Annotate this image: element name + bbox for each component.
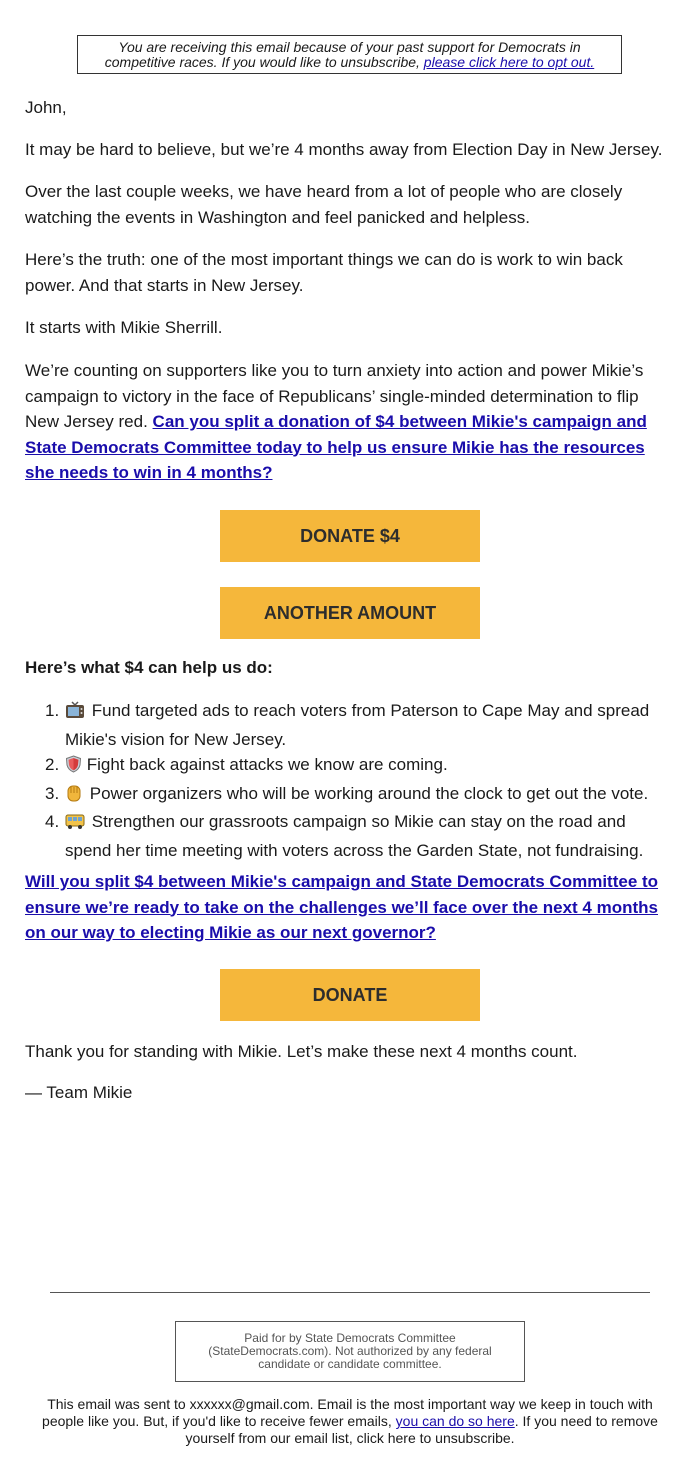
second-ask bbox=[25, 869, 670, 946]
list-item-text: Strengthen our grassroots campaign so Mikie can stay on the road and spend her time meeting with voters across the Garden State, not fundraising. bbox=[65, 812, 644, 860]
paragraph-text: Over the last couple weeks, we have heard from a lot of people who are closely watching the events in Washington and feel panicked and helpless. bbox=[25, 182, 623, 227]
shield-icon bbox=[65, 755, 82, 781]
footer-divider bbox=[50, 1292, 650, 1293]
list-item bbox=[25, 781, 670, 810]
paragraph-text: It starts with Mikie Sherrill. bbox=[25, 318, 223, 337]
help-heading-text: Here’s what $4 can help us do: bbox=[25, 658, 273, 677]
donate-4-button[interactable]: DONATE $4 bbox=[220, 510, 480, 562]
opt-out-link[interactable]: please click here to opt out. bbox=[423, 54, 595, 70]
list-item bbox=[25, 809, 670, 863]
another-amount-button[interactable]: ANOTHER AMOUNT bbox=[220, 587, 480, 639]
greeting-text: John, bbox=[25, 98, 67, 117]
list-item bbox=[25, 698, 670, 752]
footer-text-1: This email was sent to xxxxxx@gmail.com. Email is the most important way we keep in touch with people like you. But, if you'd like to receive fewer emails, bbox=[42, 1396, 653, 1429]
footer-text-2: . If you need to remove yourself from our email list, click here to unsubscribe. bbox=[185, 1413, 658, 1446]
donate-button[interactable]: DONATE bbox=[220, 969, 480, 1021]
list-number: 3. bbox=[45, 783, 60, 803]
paragraph-text: It may be hard to believe, but we’re 4 months away from Election Day in New Jersey. bbox=[25, 140, 663, 159]
closing-text: Thank you for standing with Mikie. Let’s make these next 4 months count. bbox=[25, 1042, 578, 1061]
paragraph-text: Here’s the truth: one of the most important things we can do is work to win back power. And that starts in New Jersey. bbox=[25, 250, 623, 295]
paragraph-4 bbox=[25, 315, 670, 341]
ask-paragraph bbox=[25, 358, 670, 486]
paid-for-disclaimer: Paid for by State Democrats Committee (StateDemocrats.com). Not authorized by any federal candidate or candidate committee. bbox=[175, 1321, 525, 1382]
paragraph-1 bbox=[25, 137, 670, 163]
footer bbox=[40, 1396, 660, 1447]
tv-icon bbox=[65, 701, 85, 727]
list-item-text: Power organizers who will be working around the clock to get out the vote. bbox=[89, 783, 649, 803]
list-item-text: Fund targeted ads to reach voters from Paterson to Cape May and spread Mikie's vision for New Jersey. bbox=[65, 701, 650, 749]
list-item bbox=[25, 752, 670, 781]
closing bbox=[25, 1039, 670, 1065]
bus-icon bbox=[65, 812, 85, 838]
list-number: 2. bbox=[45, 755, 60, 774]
second-donation-link[interactable]: Will you split $4 between Mikie's campaign and State Democrats Committee to ensure we’re ready to take on the challenges we’ll face over the next 4 months on our way to electing Mikie as our next governor? bbox=[25, 872, 659, 942]
paragraph-2 bbox=[25, 179, 670, 230]
signature bbox=[25, 1080, 670, 1106]
list-number: 4. bbox=[45, 812, 60, 831]
paragraph-3 bbox=[25, 247, 670, 298]
list-number: 1. bbox=[45, 701, 60, 720]
fewer-emails-link[interactable]: you can do so here bbox=[395, 1413, 515, 1429]
greeting bbox=[25, 95, 670, 121]
ask-donation-link[interactable]: Can you split a donation of $4 between Mikie's campaign and State Democrats Committee today to help us ensure Mikie has the resources she needs to win in 4 months? bbox=[25, 412, 647, 482]
notice-text: You are receiving this email because of your past support for Democrats in competitive races. If you would like to unsubscribe, bbox=[104, 39, 581, 70]
list-item-text: Fight back against attacks we know are coming. bbox=[86, 755, 448, 774]
unsubscribe-notice bbox=[77, 35, 622, 74]
ask-text: We’re counting on supporters like you to turn anxiety into action and power Mikie’s campaign to victory in the face of Republicans’ single-minded determination to flip New Jersey red. bbox=[25, 361, 644, 431]
signature-text: — Team Mikie bbox=[25, 1083, 133, 1102]
help-heading bbox=[25, 655, 670, 681]
fist-icon bbox=[65, 784, 83, 810]
help-list bbox=[25, 698, 670, 863]
